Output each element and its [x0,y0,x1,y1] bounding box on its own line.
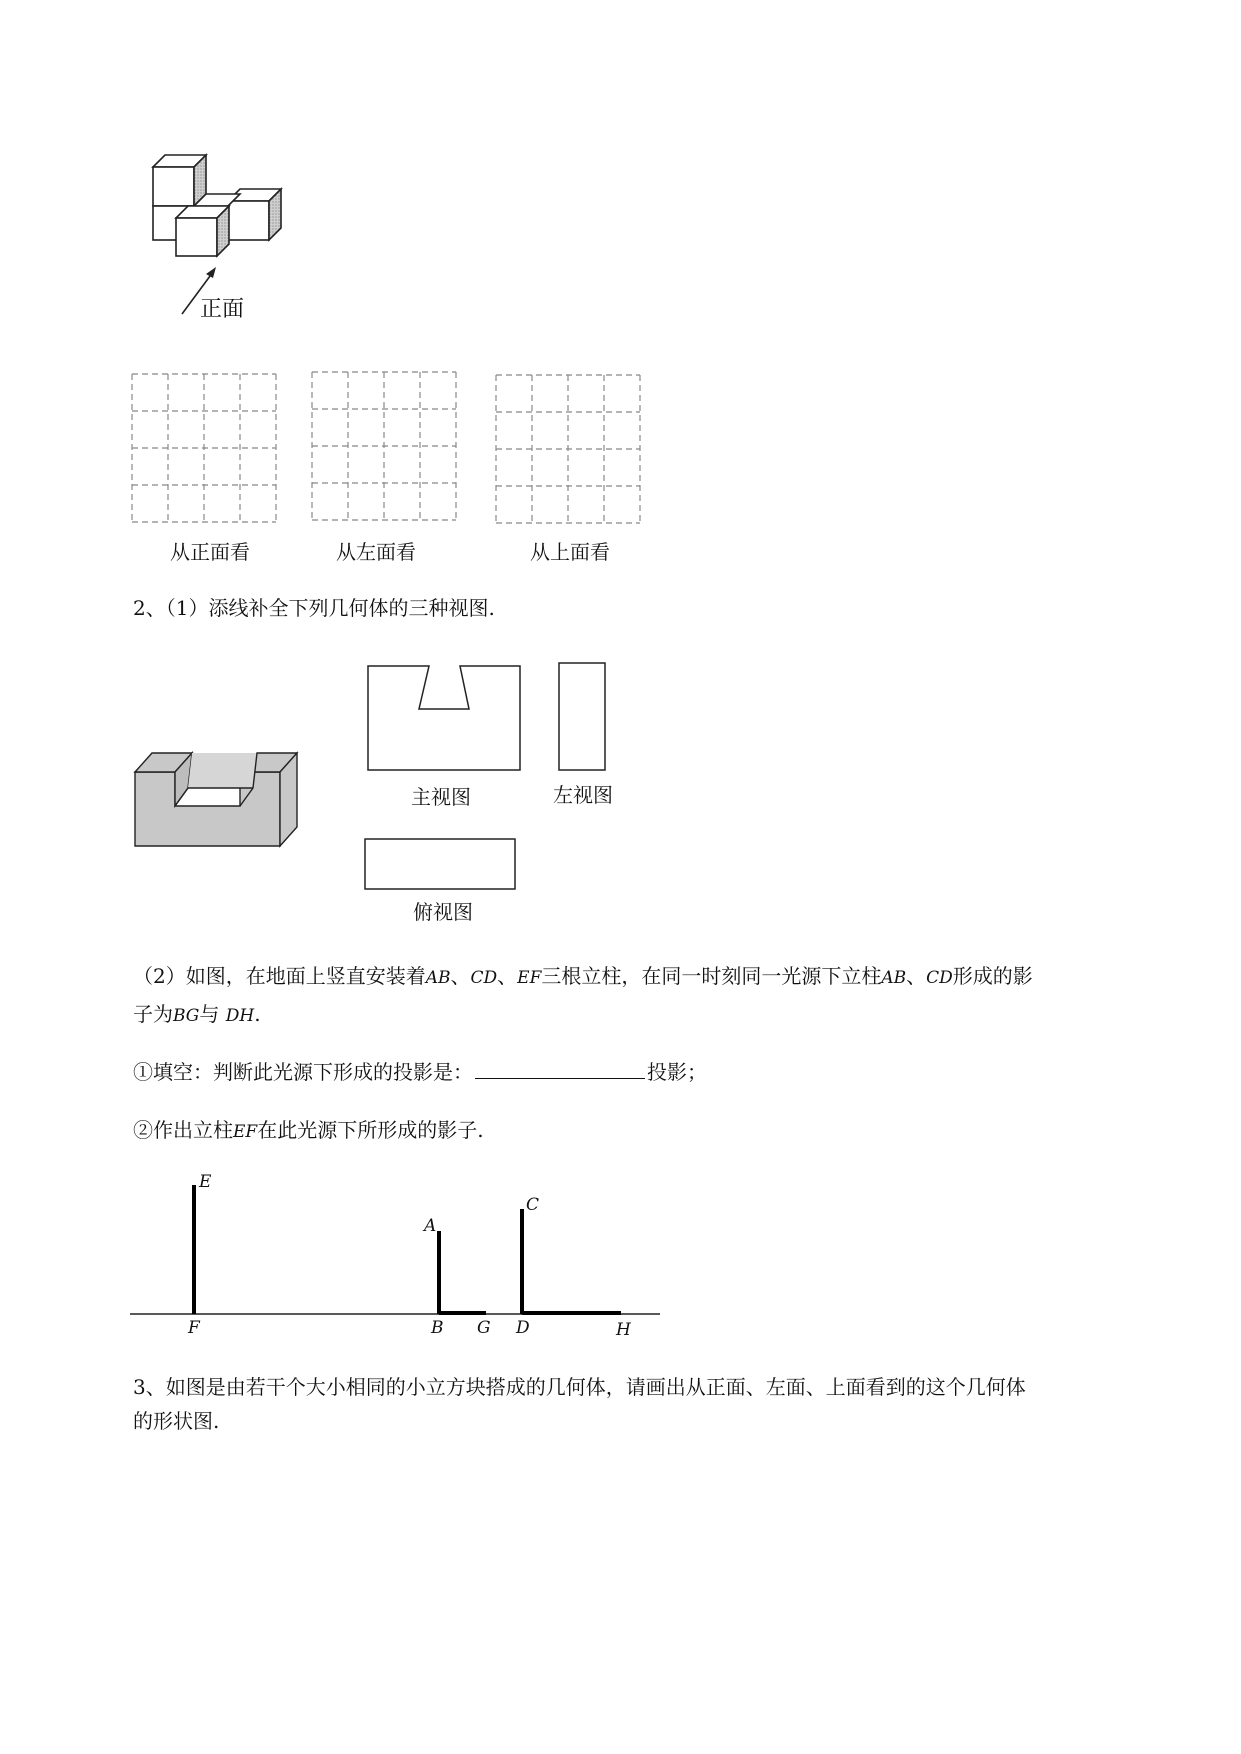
top-view-label: 俯视图 [413,900,473,924]
dashed-grid-front [130,372,280,524]
grid-label-top: 从上面看 [530,540,610,564]
left-view-figure [557,661,609,773]
shadow-diagram [125,1165,670,1350]
point-A: A [424,1216,437,1236]
left-view-label: 左视图 [553,783,613,807]
dashed-grid-top [494,373,644,525]
q2-part2-line1: （2）如图，在地面上竖直安装着AB、CD、EF三根立柱，在同一时刻同一光源下立柱AB、CD形成的影 [133,964,1033,988]
point-F: F [188,1318,200,1338]
point-G: G [477,1318,491,1338]
grid-label-left: 从左面看 [336,540,416,564]
answer-blank[interactable] [475,1058,645,1079]
main-view-label: 主视图 [411,785,471,809]
point-C: C [526,1195,540,1215]
point-D: D [516,1318,530,1338]
point-E: E [199,1172,212,1192]
point-B: B [431,1318,444,1338]
grid-label-front: 从正面看 [170,540,250,564]
top-view-figure [363,837,519,892]
q3-line1: 3、如图是由若干个大小相同的小立方块搭成的几何体，请画出从正面、左面、上面看到的这个几何体 [133,1375,1026,1399]
q2-part2-line2: 子为BG与 DH. [133,1002,261,1026]
u-shaped-solid-figure [130,748,305,850]
point-H: H [616,1320,631,1340]
q2-fill-line: ①填空：判断此光源下形成的投影是： 投影； [133,1060,707,1084]
dashed-grid-left [310,370,460,522]
q3-line2: 的形状图. [133,1409,220,1433]
q2-part1-text: 2、（1）添线补全下列几何体的三种视图. [133,596,495,620]
front-label: 正面 [200,297,245,322]
q2-draw-line: ②作出立柱EF在此光源下所形成的影子. [133,1118,484,1142]
main-view-figure [366,664,524,774]
